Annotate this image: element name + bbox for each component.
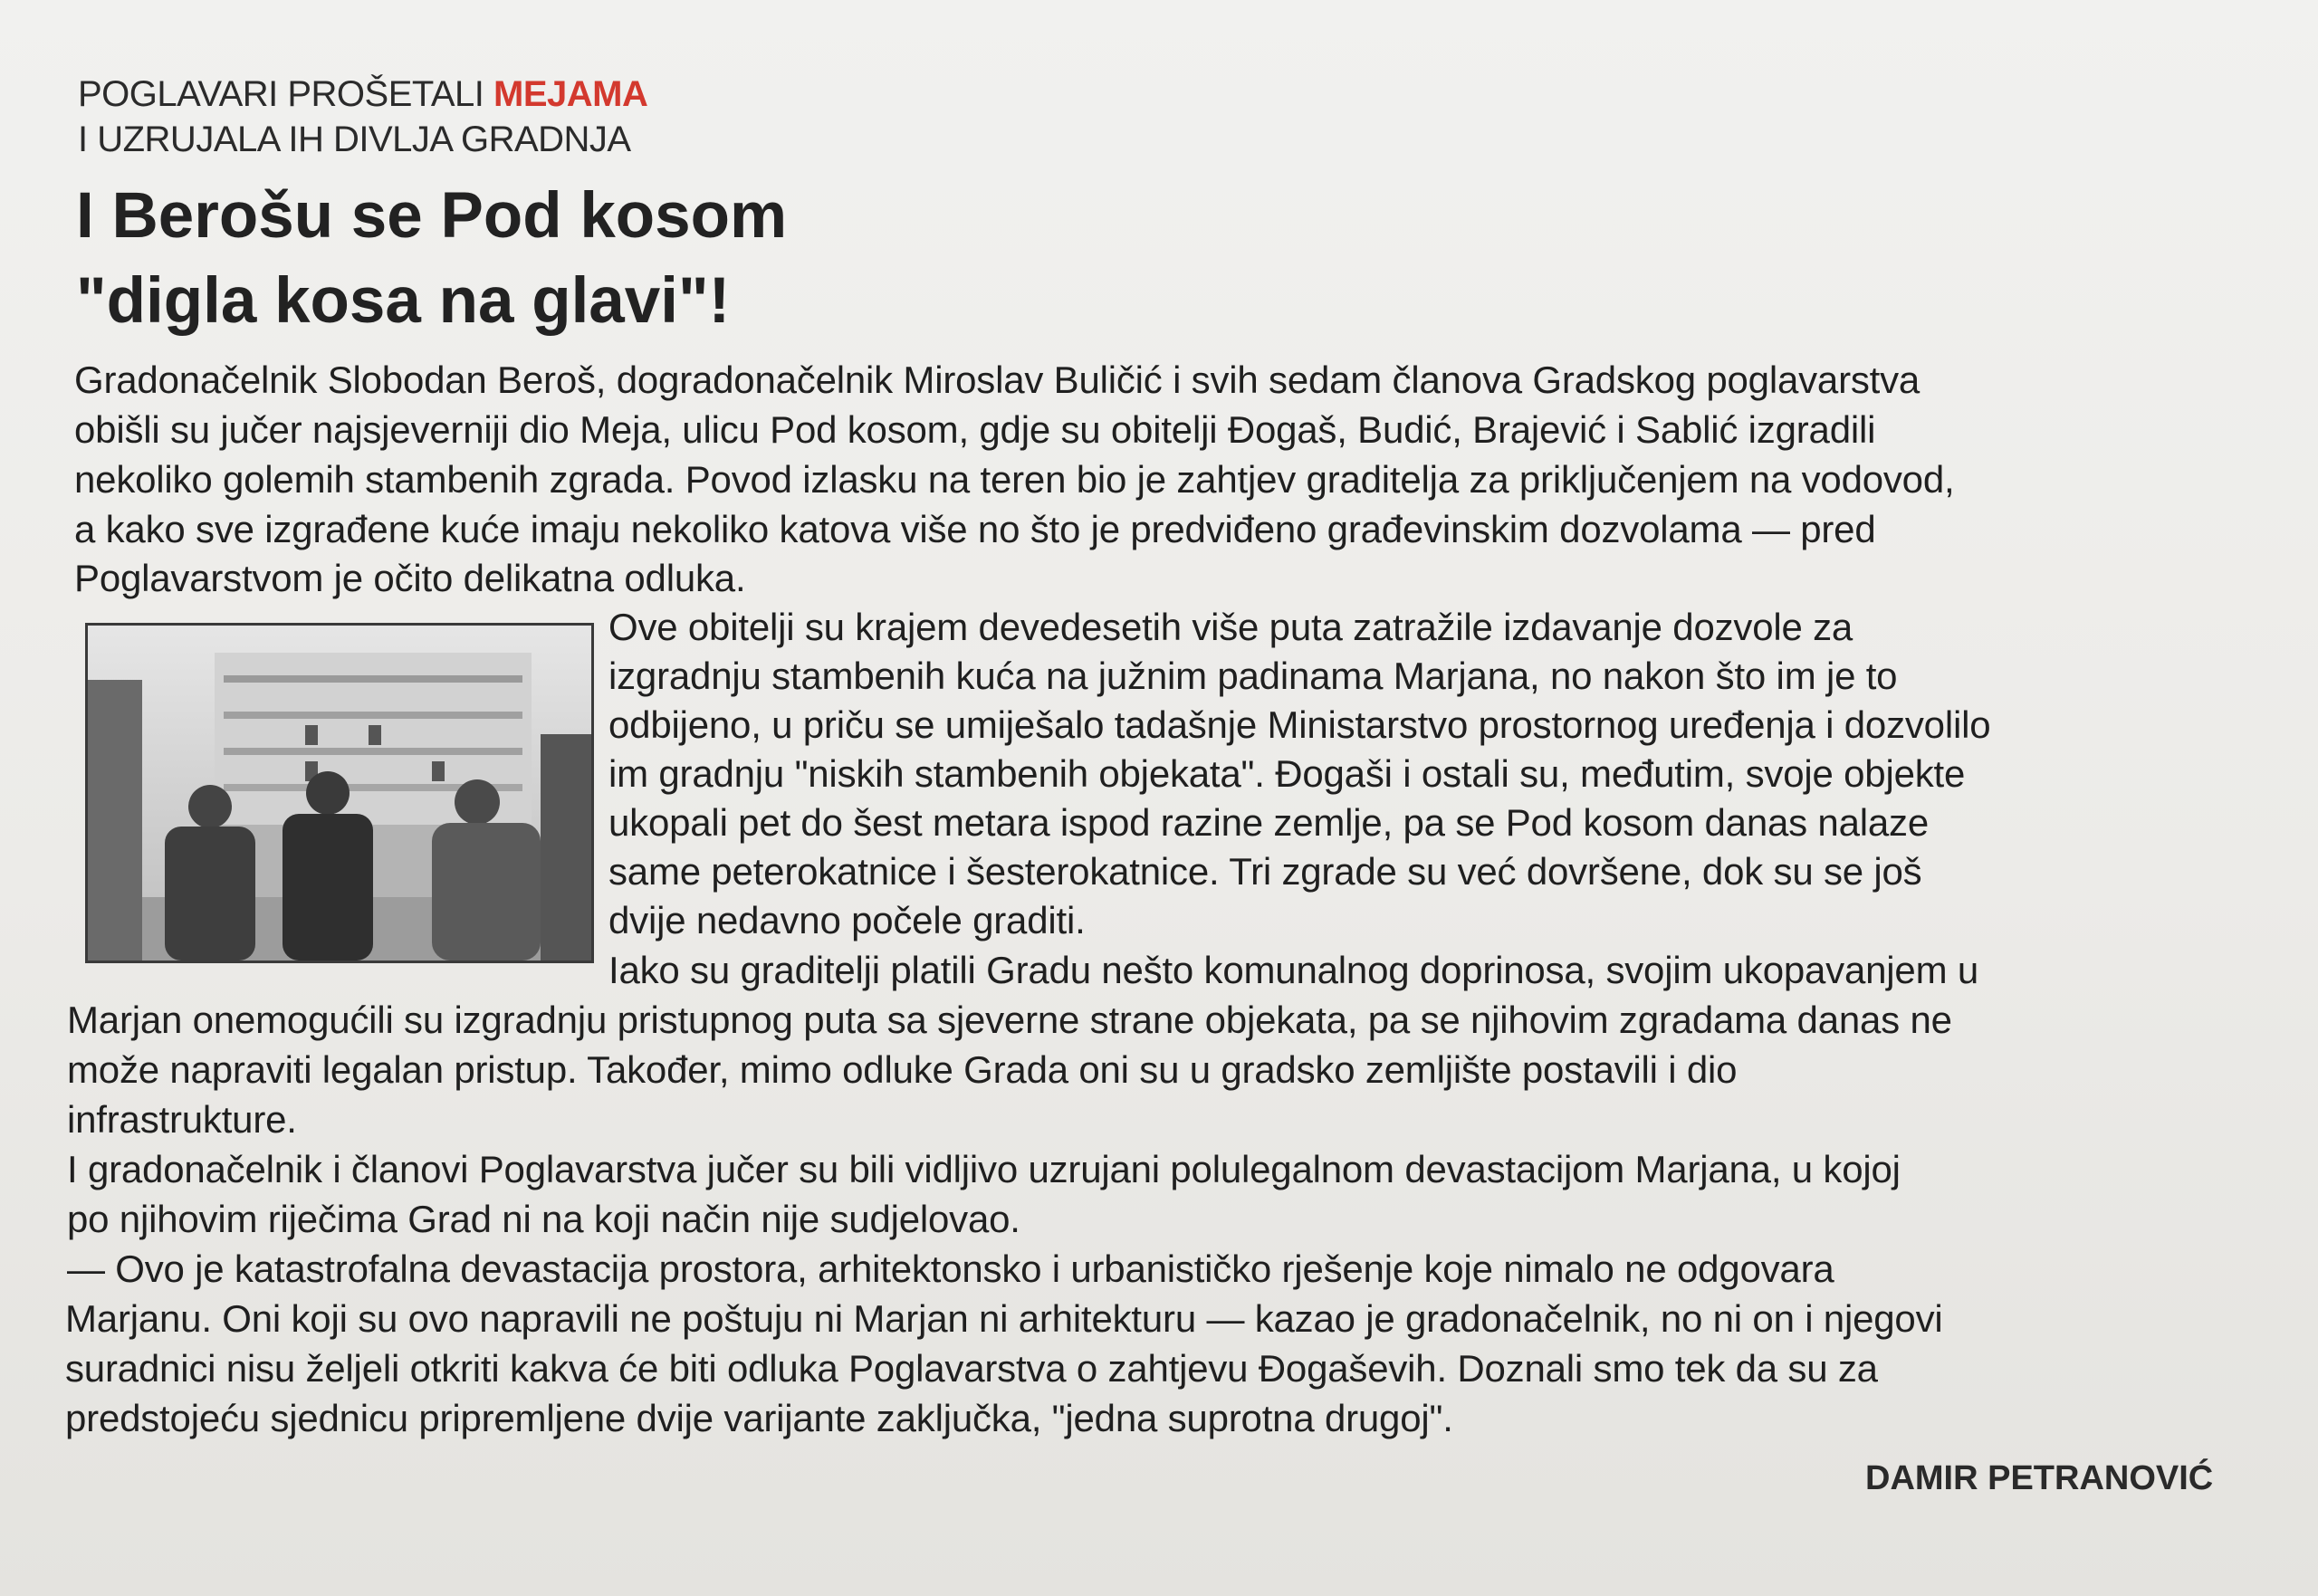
body-line: Iako su graditelji platili Gradu nešto komunalnog doprinosa, svojim ukopavanjem u: [608, 949, 1978, 991]
kicker-line-1: [78, 74, 647, 115]
author-byline: DAMIR PETRANOVIĆ: [1865, 1459, 2214, 1497]
headline-line-1: I Berošu se Pod kosom: [76, 180, 788, 252]
body-line: može napraviti legalan pristup. Također, mimo odluke Grada oni su u gradsko zemljište postavili i dio: [67, 1048, 1738, 1091]
kicker-line-2: I UZRUJALA IH DIVLJA GRADNJA: [78, 119, 631, 159]
body-line: predstojeću sjednicu pripremljene dvije varijante zaključka, "jedna suprotna drugoj".: [65, 1397, 1453, 1439]
headline: [76, 174, 787, 344]
body-line: same peterokatnice i šesterokatnice. Tri zgrade su već dovršene, dok su se još: [608, 850, 1922, 893]
photo-men-building-illustration: [88, 626, 591, 960]
body-line: Ove obitelji su krajem devedesetih više puta zatražile izdavanje dozvole za: [608, 606, 1853, 648]
body-line: dvije nedavno počele graditi.: [608, 899, 1086, 941]
body-line: Marjanu. Oni koji su ovo napravili ne poštuju ni Marjan ni arhitekturu — kazao je gradonačelnik, no ni on i njegovi: [65, 1297, 1943, 1340]
body-line: — Ovo je katastrofalna devastacija prostora, arhitektonsko i urbanističko rješenje koje nimalo ne odgovara: [67, 1247, 1834, 1290]
body-line: Poglavarstvom je očito delikatna odluka.: [74, 557, 746, 599]
kicker-highlight: MEJAMA: [493, 74, 648, 114]
headline-line-2: "digla kosa na glavi"!: [76, 265, 731, 337]
body-line: ukopali pet do šest metara ispod razine zemlje, pa se Pod kosom danas nalaze: [608, 801, 1929, 844]
body-line: Gradonačelnik Slobodan Beroš, dogradonačelnik Miroslav Buličić i svih sedam članova Gradskog poglavarstva: [74, 358, 1920, 401]
body-line: I gradonačelnik i članovi Poglavarstva jučer su bili vidljivo uzrujani polulegalnom devastacijom Marjana, u kojoj: [67, 1148, 1901, 1190]
body-line: odbijeno, u priču se umiješalo tadašnje Ministarstvo prostornog uređenja i dozvolilo: [608, 703, 1991, 746]
body-line: im gradnju "niskih stambenih objekata". Đogaši i ostali su, međutim, svoje objekte: [608, 752, 1966, 795]
body-line: suradnici nisu željeli otkriti kakva će biti odluka Poglavarstva o zahtjevu Đogaševih. Doznali smo tek da su za: [65, 1347, 1878, 1390]
body-line: Marjan onemogućili su izgradnju pristupnog puta sa sjeverne strane objekata, pa se njihovim zgradama danas ne: [67, 999, 1952, 1041]
body-line: izgradnju stambenih kuća na južnim padinama Marjana, no nakon što im je to: [608, 655, 1898, 697]
body-line: obišli su jučer najsjeverniji dio Meja, ulicu Pod kosom, gdje su obitelji Đogaš, Budić, Brajević i Sablić izgradili: [74, 408, 1876, 451]
body-line: a kako sve izgrađene kuće imaju nekoliko katova više no što je predviđeno građevinskim dozvolama — pred: [74, 508, 1876, 550]
body-line: po njihovim riječima Grad ni na koji način nije sudjelovao.: [67, 1198, 1020, 1240]
body-line: infrastrukture.: [67, 1098, 297, 1141]
body-line: nekoliko golemih stambenih zgrada. Povod izlasku na teren bio je zahtjev graditelja za priključenjem na vodovod,: [74, 458, 1955, 501]
kicker-prefix: POGLAVARI PROŠETALI: [78, 74, 494, 114]
article-photo: [85, 623, 594, 963]
